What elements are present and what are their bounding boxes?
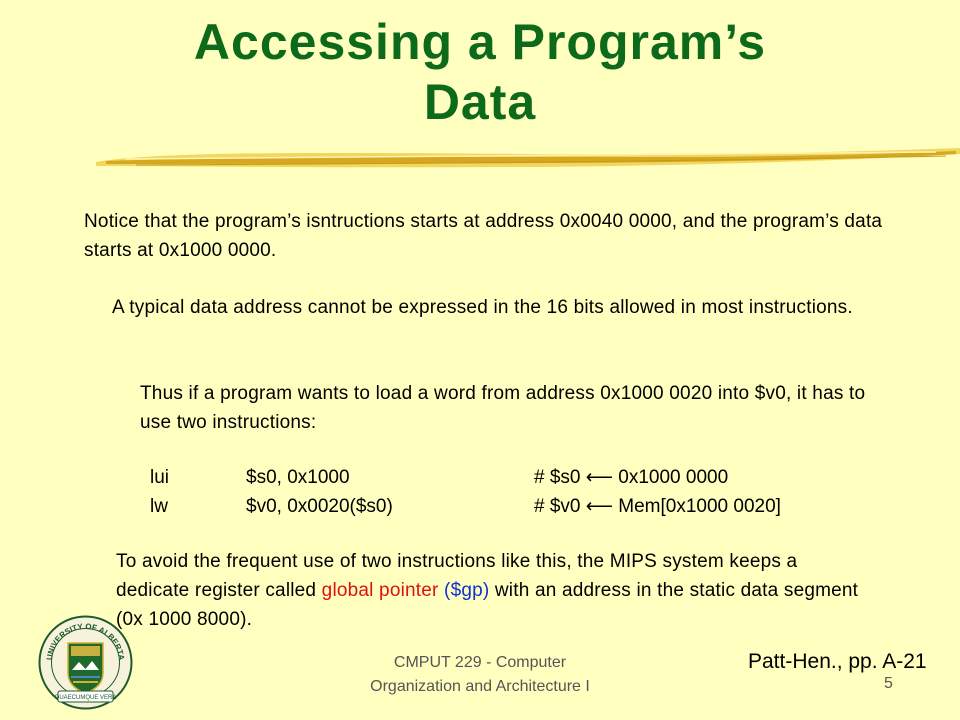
code-op: lui bbox=[150, 467, 170, 488]
title-line-1: Accessing a Program’s bbox=[193, 14, 767, 70]
paragraph-global-pointer bbox=[116, 547, 876, 634]
title-line-2: Data bbox=[423, 74, 537, 130]
paragraph-two-instructions: Thus if a program wants to load a word from address 0x1000 0020 into $v0, it has to use two instructions: bbox=[140, 383, 866, 433]
paragraph-16-bit-limit: A typical data address cannot be expressed in the 16 bits allowed in most instructions. bbox=[112, 297, 853, 318]
code-row-lw bbox=[150, 492, 870, 521]
footer-course-title bbox=[300, 651, 660, 699]
slide-number: 5 bbox=[884, 675, 893, 692]
slide-title bbox=[0, 12, 960, 132]
footer-line-1: CMPUT 229 - Computer bbox=[393, 654, 567, 671]
university-of-alberta-crest-logo bbox=[38, 615, 133, 710]
code-args: $s0, 0x1000 bbox=[246, 467, 350, 488]
reference-citation: Patt-Hen., pp. A-21 bbox=[748, 650, 927, 673]
gp-text-end: with an address in the static data segment (0x 1000 8000). bbox=[116, 580, 859, 630]
code-comment: # $s0 ⟵ 0x1000 0000 bbox=[534, 467, 729, 488]
gp-text-start: To avoid the frequent use of two instructions like this, the MIPS system keeps a dedicate register called bbox=[116, 551, 798, 601]
gp-register-term: ($gp) bbox=[444, 580, 490, 601]
code-op: lw bbox=[150, 496, 168, 517]
footer-line-2: Organization and Architecture I bbox=[370, 678, 590, 695]
paragraph-program-addresses: Notice that the program’s isntructions starts at address 0x0040 0000, and the program’s data starts at 0x1000 0000. bbox=[84, 211, 883, 261]
code-comment: # $v0 ⟵ Mem[0x1000 0020] bbox=[534, 496, 781, 517]
code-args: $v0, 0x0020($s0) bbox=[246, 496, 393, 517]
title-underline-brush bbox=[96, 140, 960, 180]
global-pointer-term: global pointer bbox=[321, 580, 439, 601]
logo-top-text: UNIVERSITY OF ALBERTA bbox=[45, 621, 126, 661]
code-row-lui bbox=[150, 463, 870, 492]
logo-motto: QUAECUMQUE VERA bbox=[54, 695, 117, 701]
code-block bbox=[150, 463, 870, 521]
